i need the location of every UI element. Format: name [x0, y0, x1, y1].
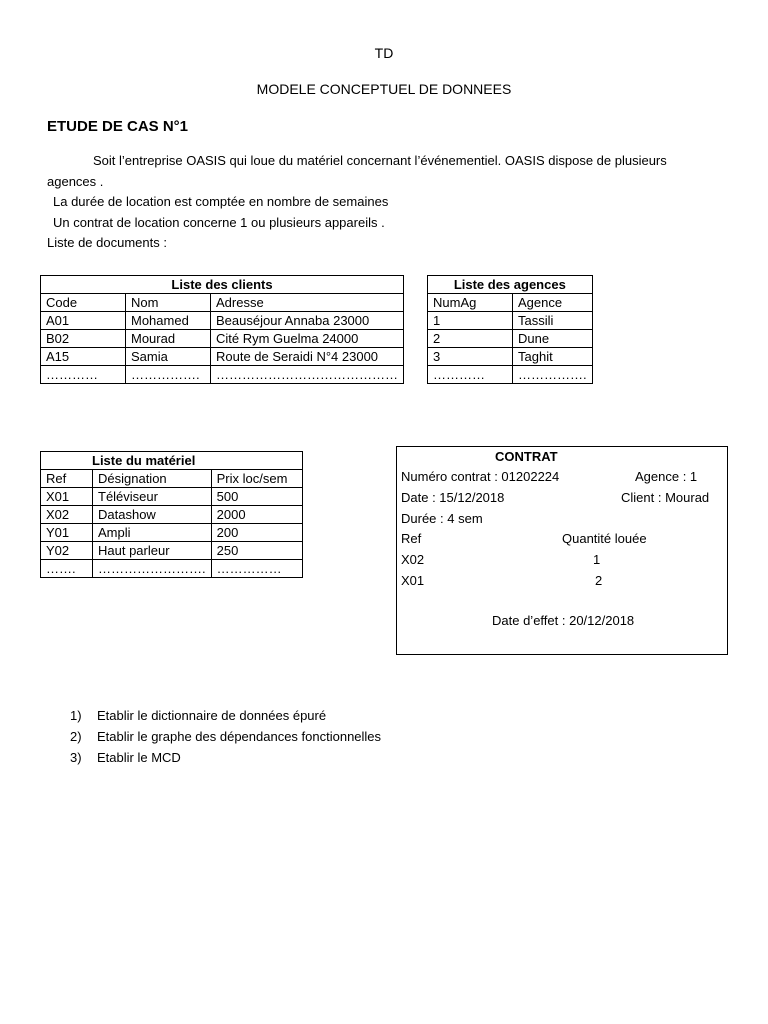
clients-header-nom: Nom [126, 294, 211, 312]
materiel-cell: Y01 [41, 524, 93, 542]
question-number: 3) [70, 750, 82, 765]
agences-table [427, 275, 593, 384]
question-number: 1) [70, 708, 82, 723]
clients-caption: Liste des clients [41, 276, 404, 294]
clients-cell: ……………. [126, 366, 211, 384]
contrat-ref-header: Ref [401, 531, 422, 546]
clients-cell: Beauséjour Annaba 23000 [211, 312, 404, 330]
materiel-cell: 250 [211, 542, 302, 560]
materiel-cell: Téléviseur [93, 488, 212, 506]
table-row [41, 506, 303, 524]
agences-header-row [428, 294, 593, 312]
question-text: Etablir le dictionnaire de données épuré [97, 708, 327, 723]
case-title: ETUDE DE CAS N°1 [47, 118, 189, 135]
table-row [41, 524, 303, 542]
clients-cell: A15 [41, 348, 126, 366]
intro-line-4: Un contrat de location concerne 1 ou plusieurs appareils . [53, 215, 385, 230]
materiel-caption: Liste du matériel [41, 452, 303, 470]
questions-list [70, 708, 381, 771]
question-number: 2) [70, 729, 82, 744]
clients-cell: B02 [41, 330, 126, 348]
agences-cell: Dune [513, 330, 593, 348]
agences-cell: 2 [428, 330, 513, 348]
agences-cell: ………… [428, 366, 513, 384]
materiel-table [40, 451, 303, 578]
list-item [70, 708, 381, 729]
table-row [41, 488, 303, 506]
materiel-cell: Ampli [93, 524, 212, 542]
agences-caption: Liste des agences [428, 276, 593, 294]
materiel-cell: …………… [211, 560, 302, 578]
contrat-duree: Durée : 4 sem [401, 511, 483, 526]
materiel-cell: Y02 [41, 542, 93, 560]
materiel-header-row [41, 470, 303, 488]
contrat-box [396, 446, 728, 655]
contrat-agence: Agence : 1 [635, 469, 698, 484]
materiel-cell: X02 [41, 506, 93, 524]
question-text: Etablir le MCD [97, 750, 181, 765]
clients-table [40, 275, 404, 384]
materiel-cell: Datashow [93, 506, 212, 524]
materiel-cell: 200 [211, 524, 302, 542]
contrat-date: Date : 15/12/2018 [401, 490, 505, 505]
table-row [428, 312, 593, 330]
table-row [428, 366, 593, 384]
contrat-qte-header: Quantité louée [562, 531, 647, 546]
question-text: Etablir le graphe des dépendances fonctionnelles [97, 729, 382, 744]
clients-cell: Samia [126, 348, 211, 366]
intro-line-1: Soit l’entreprise OASIS qui loue du matériel concernant l’événementiel. OASIS dispose de plusieurs [93, 153, 667, 168]
table-row [41, 348, 404, 366]
materiel-cell: 500 [211, 488, 302, 506]
table-row [428, 330, 593, 348]
agences-cell: ……………. [513, 366, 593, 384]
list-item [70, 750, 381, 771]
clients-header-adresse: Adresse [211, 294, 404, 312]
page-subtitle: MODELE CONCEPTUEL DE DONNEES [256, 81, 512, 97]
materiel-header-designation: Désignation [93, 470, 212, 488]
table-row [41, 330, 404, 348]
table-row [41, 542, 303, 560]
agences-cell: 3 [428, 348, 513, 366]
clients-cell: Mourad [126, 330, 211, 348]
intro-line-2: agences . [47, 174, 104, 189]
agences-header-numag: NumAg [428, 294, 513, 312]
contrat-line-ref: X02 [401, 552, 425, 567]
table-row [41, 560, 303, 578]
clients-header-row [41, 294, 404, 312]
agences-cell: Tassili [513, 312, 593, 330]
contrat-date-effet: Date d’effet : 20/12/2018 [492, 613, 635, 628]
materiel-cell: X01 [41, 488, 93, 506]
intro-line-5: Liste de documents : [47, 235, 167, 250]
clients-cell: Cité Rym Guelma 24000 [211, 330, 404, 348]
contrat-line-qte: 1 [593, 552, 601, 567]
clients-cell: …………………………………… [211, 366, 404, 384]
contrat-client: Client : Mourad [621, 490, 710, 505]
clients-header-code: Code [41, 294, 126, 312]
contrat-line-ref: X01 [401, 573, 425, 588]
materiel-cell: ……. [41, 560, 93, 578]
table-row [41, 312, 404, 330]
intro-line-3: La durée de location est comptée en nombre de semaines [53, 194, 389, 209]
contrat-numero: Numéro contrat : 01202224 [401, 469, 560, 484]
table-row [41, 366, 404, 384]
agences-cell: 1 [428, 312, 513, 330]
contrat-title: CONTRAT [495, 449, 558, 464]
clients-cell: A01 [41, 312, 126, 330]
materiel-cell: 2000 [211, 506, 302, 524]
materiel-cell: Haut parleur [93, 542, 212, 560]
clients-cell: Mohamed [126, 312, 211, 330]
materiel-header-prix: Prix loc/sem [211, 470, 302, 488]
agences-header-agence: Agence [513, 294, 593, 312]
materiel-header-ref: Ref [41, 470, 93, 488]
materiel-cell: ……………………. [93, 560, 212, 578]
agences-cell: Taghit [513, 348, 593, 366]
page-title: TD [374, 45, 394, 61]
contrat-line-qte: 2 [595, 573, 603, 588]
table-row [428, 348, 593, 366]
clients-cell: Route de Seraidi N°4 23000 [211, 348, 404, 366]
list-item [70, 729, 381, 750]
clients-cell: ………… [41, 366, 126, 384]
